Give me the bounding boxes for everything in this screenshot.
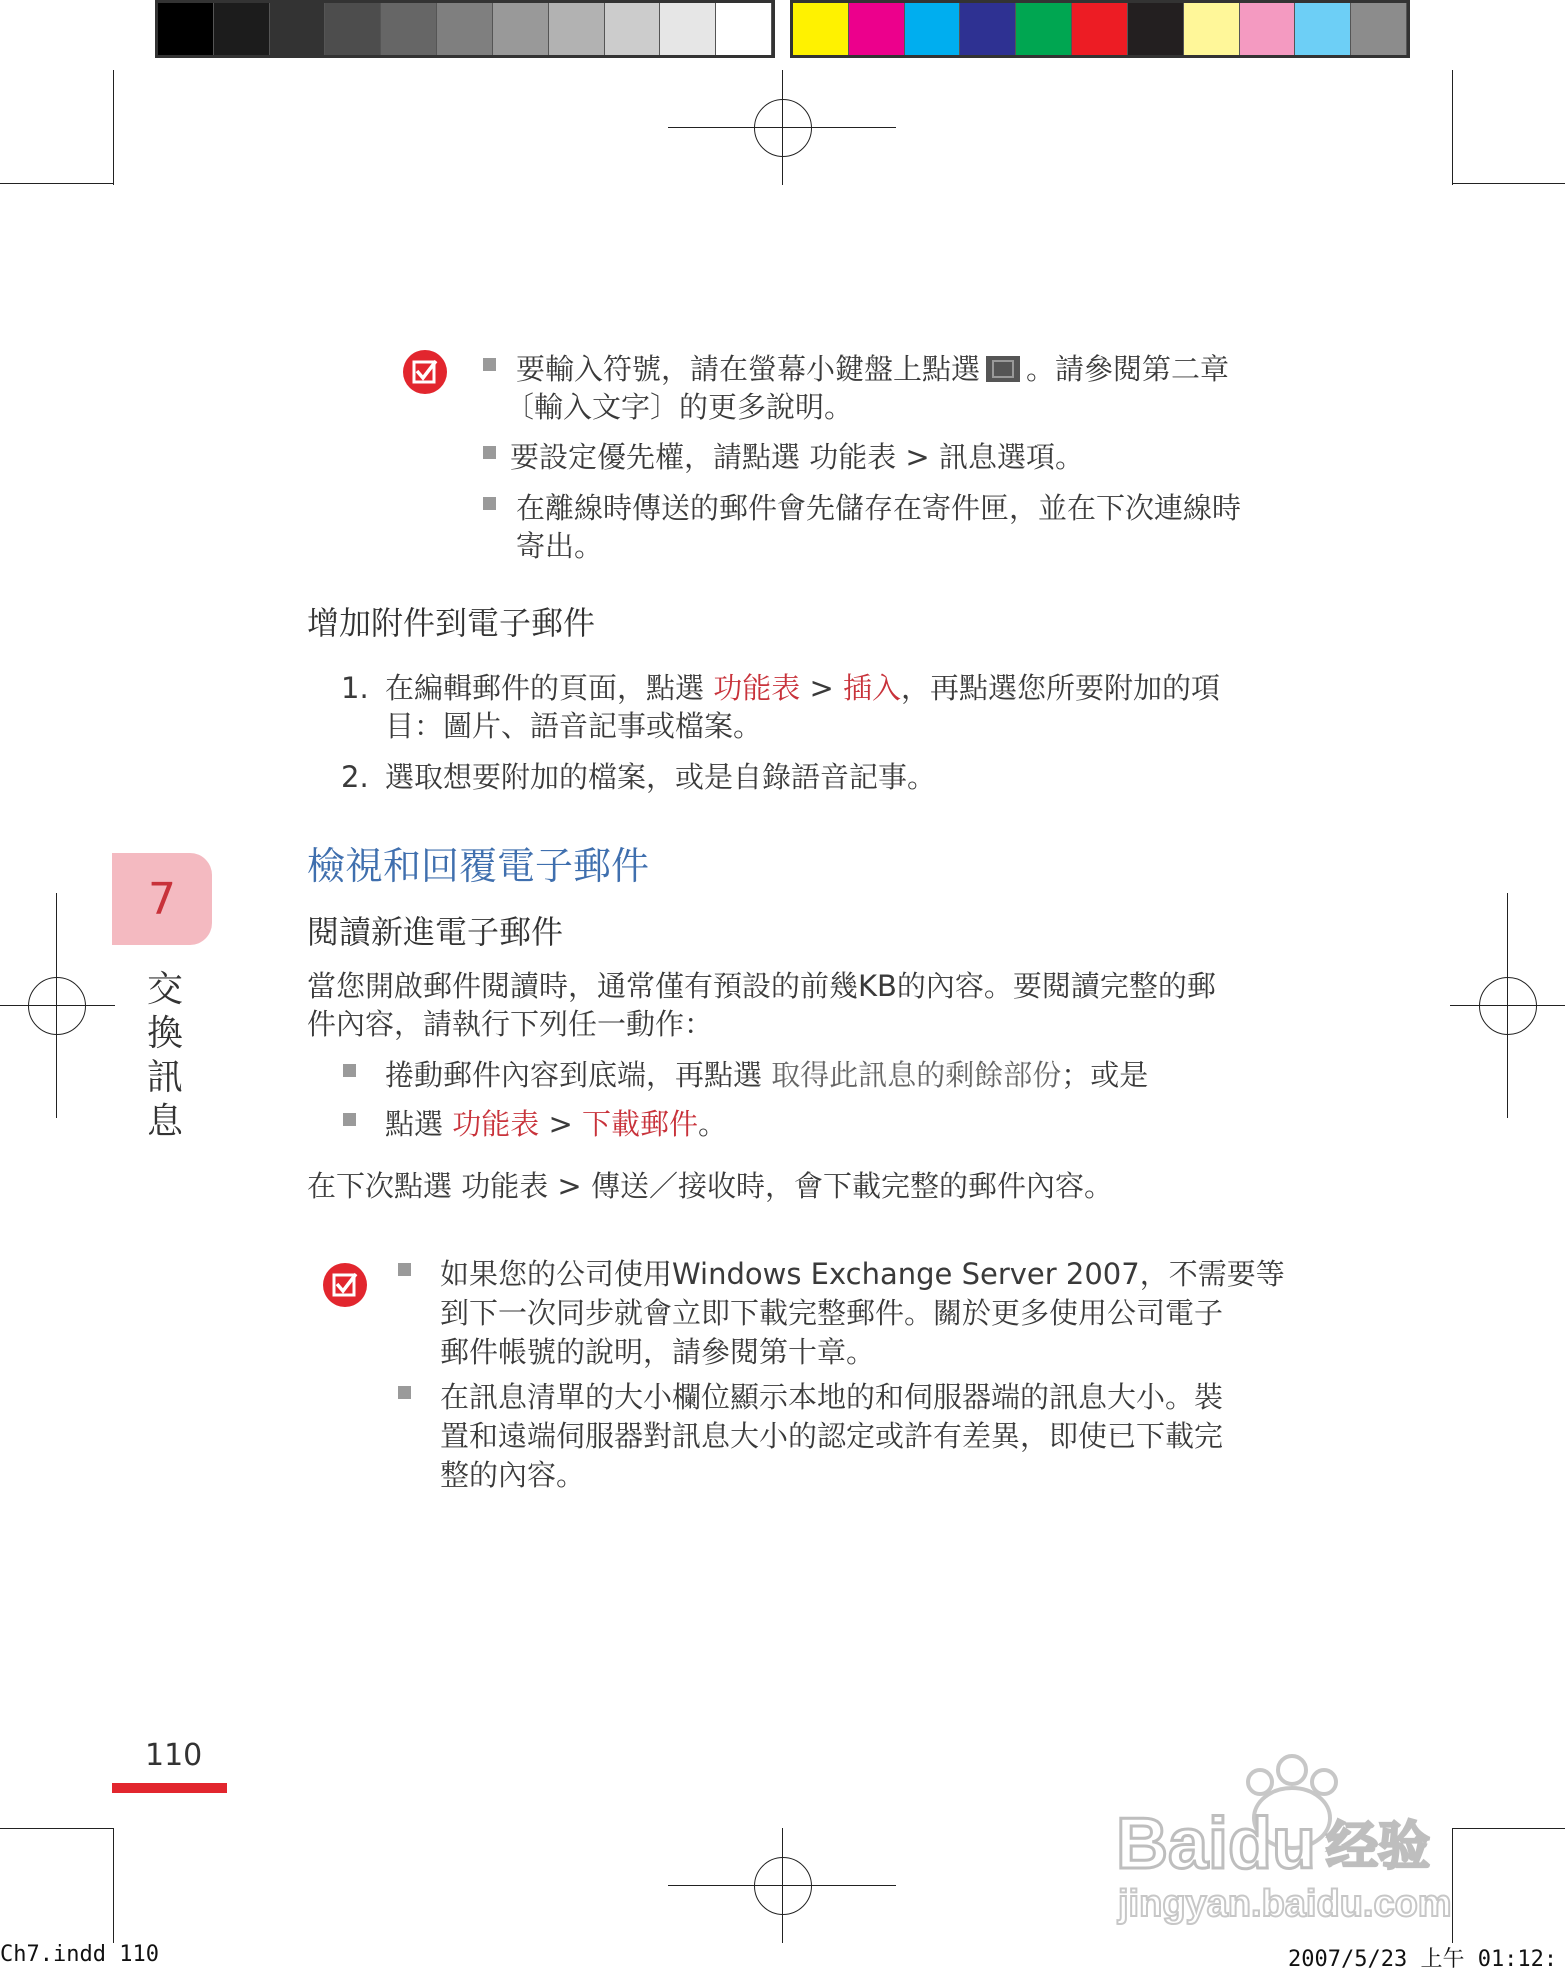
view-closing: 在下次點選 功能表 > 傳送／接收時，會下載完整的郵件內容。	[307, 1169, 1113, 1203]
insert-link: 插入	[843, 671, 902, 705]
note1-item3-line1: 在離線時傳送的郵件會先儲存在寄件匣，並在下次連線時	[516, 491, 1242, 525]
watermark-brand-cn: 经验	[1326, 1817, 1431, 1877]
menu-link: 功能表	[713, 671, 801, 705]
watermark-url: jingyan.baidu.com	[1118, 1883, 1452, 1925]
registration-circle	[28, 977, 86, 1035]
bullet-marker	[483, 497, 496, 510]
color-swatch	[793, 3, 849, 55]
gray-swatch	[270, 3, 326, 55]
attach-step2: 選取想要附加的檔案，或是自錄語音記事。	[385, 760, 937, 794]
color-swatch	[1295, 3, 1351, 55]
registration-circle	[1479, 977, 1537, 1035]
download-mail-link: 下載郵件	[582, 1107, 699, 1141]
view-bullet1-text-end: ；或是	[1061, 1058, 1149, 1092]
gray-swatch	[381, 3, 437, 55]
view-paragraph-line1: 當您開啟郵件閱讀時，通常僅有預設的前幾KB的內容。要閱讀完整的郵	[307, 969, 1216, 1003]
crop-mark	[113, 70, 114, 185]
gray-swatch	[214, 3, 270, 55]
section-title: 檢視和回覆電子郵件	[307, 844, 650, 888]
bullet-marker	[343, 1064, 356, 1077]
view-paragraph-line2: 件內容，請執行下列任一動作：	[307, 1007, 714, 1041]
attach-step1-line2: 目：圖片、語音記事或檔案。	[385, 709, 763, 743]
crop-mark	[0, 1828, 113, 1829]
attach-step1	[385, 669, 1220, 707]
registration-circle	[754, 99, 812, 157]
crop-mark	[1452, 70, 1453, 185]
note1-item2: 要設定優先權，請點選 功能表 > 訊息選項。	[510, 440, 1084, 474]
view-bullet2-text-end: 。	[698, 1107, 728, 1141]
view-bullet1-text: 捲動郵件內容到底端，再點選	[385, 1058, 763, 1092]
gray-calibration-bar	[155, 0, 775, 58]
get-remaining-link: 取得此訊息的剩餘部份	[771, 1058, 1062, 1092]
checkmark-note-icon	[323, 1263, 367, 1307]
menu-separator: >	[809, 671, 834, 705]
color-swatch	[1240, 3, 1296, 55]
note1-item1	[516, 350, 1229, 388]
gray-swatch	[660, 3, 716, 55]
menu-link: 功能表	[452, 1107, 540, 1141]
attach-step1-text: 在編輯郵件的頁面，點選	[385, 671, 705, 705]
menu-separator: >	[548, 1107, 573, 1141]
attach-step2-number: 2.	[341, 760, 369, 794]
color-swatch	[905, 3, 961, 55]
chapter-number-tab: 7	[112, 853, 212, 945]
color-swatch	[1016, 3, 1072, 55]
gray-swatch	[325, 3, 381, 55]
color-swatch	[1072, 3, 1128, 55]
color-swatch	[1128, 3, 1184, 55]
note1-item3-line2: 寄出。	[516, 529, 604, 563]
view-bullet2-text: 點選	[385, 1107, 444, 1141]
note2-item2-line3: 整的內容。	[440, 1458, 586, 1492]
note2-item2-line1: 在訊息清單的大小欄位顯示本地的和伺服器端的訊息大小。裝	[440, 1380, 1224, 1414]
chapter-title-vertical: 交換訊息	[146, 969, 183, 1142]
gray-swatch	[158, 3, 214, 55]
bullet-marker	[398, 1263, 411, 1276]
note1-item1-line2: 〔輸入文字〕的更多說明。	[505, 390, 854, 424]
color-calibration-bar	[790, 0, 1410, 58]
slug-right: 2007/5/23 上午 01:12:	[1288, 1947, 1558, 1972]
page-number-bar	[112, 1783, 227, 1793]
checkmark-note-icon	[403, 350, 447, 394]
note2-item1-line1: 如果您的公司使用Windows Exchange Server 2007，不需要等	[440, 1257, 1285, 1291]
color-swatch	[1184, 3, 1240, 55]
color-swatch	[1351, 3, 1407, 55]
attach-step1-number: 1.	[341, 671, 369, 705]
page-number: 110	[145, 1738, 203, 1773]
note1-item1-text: 要輸入符號，請在螢幕小鍵盤上點選	[516, 352, 981, 386]
note1-item1-text-end: 。請參閱第二章	[1026, 352, 1230, 386]
view-bullet1	[385, 1056, 1148, 1094]
view-bullet2	[385, 1105, 727, 1143]
gray-swatch	[493, 3, 549, 55]
crop-mark	[1452, 183, 1565, 184]
bullet-marker	[483, 446, 496, 459]
bullet-marker	[483, 358, 496, 371]
attach-heading: 增加附件到電子郵件	[307, 604, 596, 642]
registration-circle	[754, 1857, 812, 1915]
note2-item1-line2: 到下一次同步就會立即下載完整郵件。關於更多使用公司電子	[440, 1296, 1224, 1330]
slug-left: Ch7.indd 110	[0, 1942, 159, 1967]
attach-step1-text-end: ，再點選您所要附加的項	[901, 671, 1221, 705]
crop-mark	[113, 1828, 114, 1943]
symbol-key-icon	[986, 356, 1020, 382]
note2-item1-line3: 郵件帳號的說明，請參閱第十章。	[440, 1335, 876, 1369]
note2-item2-line2: 置和遠端伺服器對訊息大小的認定或許有差異，即使已下載完	[440, 1419, 1224, 1453]
color-swatch	[960, 3, 1016, 55]
baidu-watermark	[1110, 1740, 1470, 1930]
gray-swatch	[549, 3, 605, 55]
bullet-marker	[343, 1113, 356, 1126]
gray-swatch	[605, 3, 661, 55]
read-new-mail-heading: 閱讀新進電子郵件	[307, 913, 564, 951]
crop-mark	[0, 183, 113, 184]
gray-swatch	[716, 3, 772, 55]
bullet-marker	[398, 1386, 411, 1399]
watermark-brand: Baidu	[1116, 1804, 1317, 1884]
color-swatch	[849, 3, 905, 55]
gray-swatch	[437, 3, 493, 55]
